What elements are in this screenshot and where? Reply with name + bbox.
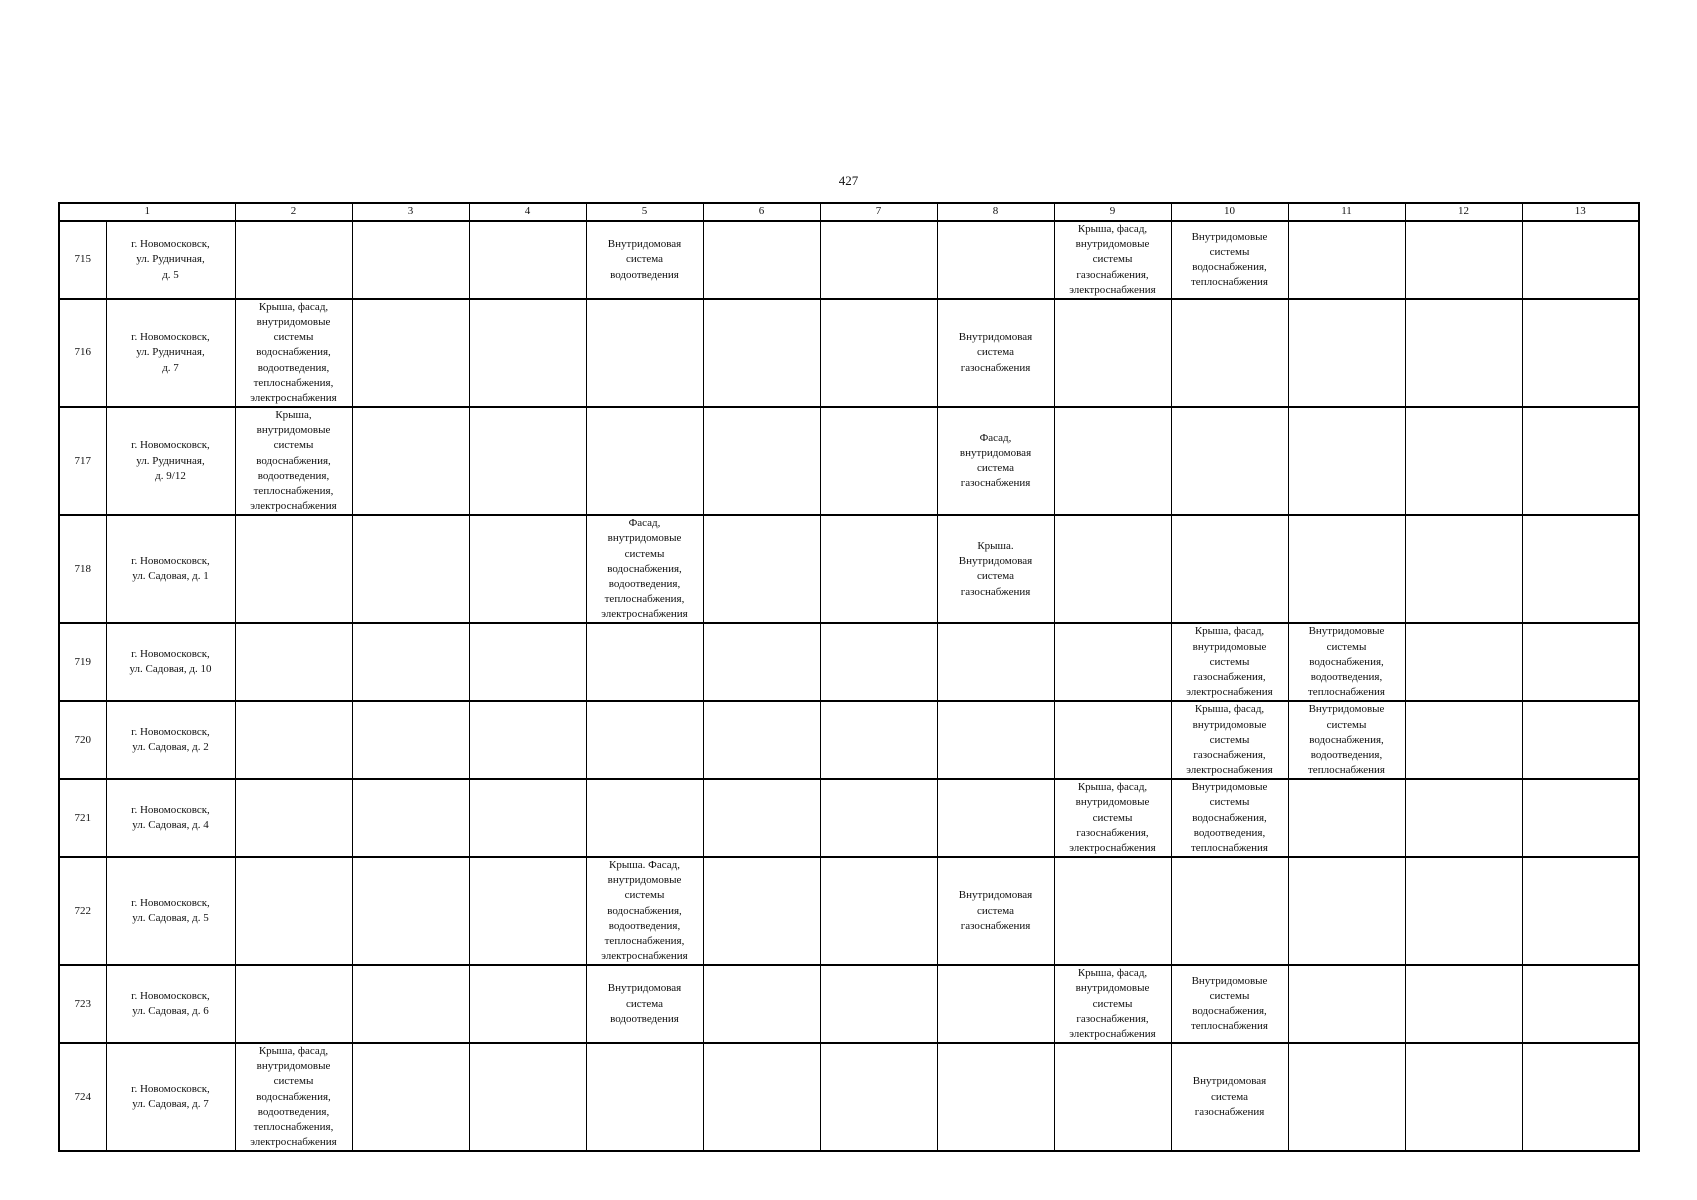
row-number: 717 [59, 407, 106, 515]
table-row [59, 965, 1639, 1043]
work-cell [703, 515, 820, 623]
work-cell [937, 779, 1054, 857]
row-number: 716 [59, 299, 106, 407]
work-cell [1171, 407, 1288, 515]
work-cell: Внутридомовые системы водоснабжения, водоотведения, теплоснабжения [1288, 623, 1405, 701]
work-cell [1171, 857, 1288, 965]
work-cell: Крыша, фасад, внутридомовые системы водоснабжения, водоотведения, теплоснабжения, электроснабжения [235, 299, 352, 407]
column-number-header: 8 [937, 203, 1054, 221]
work-cell [820, 221, 937, 299]
work-cell: Внутридомовые системы водоснабжения, водоотведения, теплоснабжения [1171, 779, 1288, 857]
row-number: 720 [59, 701, 106, 779]
work-cell [1405, 1043, 1522, 1151]
work-cell [235, 221, 352, 299]
work-cell [469, 407, 586, 515]
table-body [59, 203, 1639, 1151]
work-cell: Внутридомовые системы водоснабжения, теплоснабжения [1171, 965, 1288, 1043]
work-cell [352, 701, 469, 779]
column-number-header: 6 [703, 203, 820, 221]
work-cell [820, 1043, 937, 1151]
work-cell [820, 965, 937, 1043]
address-cell: г. Новомосковск, ул. Рудничная, д. 7 [106, 299, 235, 407]
work-cell [469, 1043, 586, 1151]
work-cell [820, 515, 937, 623]
work-cell [469, 701, 586, 779]
work-cell [703, 221, 820, 299]
work-cell [937, 221, 1054, 299]
work-cell [703, 779, 820, 857]
work-cell [1522, 221, 1639, 299]
work-cell [1054, 515, 1171, 623]
row-number: 721 [59, 779, 106, 857]
work-cell [937, 701, 1054, 779]
table-row [59, 779, 1639, 857]
work-cell [1288, 965, 1405, 1043]
work-cell [820, 407, 937, 515]
work-cell: Крыша. Фасад, внутридомовые системы водоснабжения, водоотведения, теплоснабжения, электроснабжения [586, 857, 703, 965]
work-cell [820, 623, 937, 701]
row-number: 723 [59, 965, 106, 1043]
work-cell [469, 515, 586, 623]
work-cell [235, 515, 352, 623]
work-cell: Фасад, внутридомовая система газоснабжения [937, 407, 1054, 515]
work-cell: Крыша. Внутридомовая система газоснабжения [937, 515, 1054, 623]
work-cell [469, 965, 586, 1043]
work-cell [937, 623, 1054, 701]
work-cell [586, 1043, 703, 1151]
work-cell [586, 779, 703, 857]
address-cell: г. Новомосковск, ул. Садовая, д. 7 [106, 1043, 235, 1151]
work-cell [469, 299, 586, 407]
work-cell [1054, 701, 1171, 779]
column-number-header: 10 [1171, 203, 1288, 221]
address-cell: г. Новомосковск, ул. Садовая, д. 1 [106, 515, 235, 623]
work-cell [1171, 515, 1288, 623]
work-cell [1405, 515, 1522, 623]
work-cell [352, 515, 469, 623]
work-cell [469, 857, 586, 965]
page-number: 427 [838, 173, 859, 188]
work-cell [1288, 299, 1405, 407]
work-cell: Внутридомовая система водоотведения [586, 965, 703, 1043]
work-cell [1054, 623, 1171, 701]
column-number-header: 7 [820, 203, 937, 221]
work-cell: Внутридомовые системы водоснабжения, водоотведения, теплоснабжения [1288, 701, 1405, 779]
work-cell: Крыша, фасад, внутридомовые системы газоснабжения, электроснабжения [1171, 701, 1288, 779]
table-row [59, 857, 1639, 965]
work-cell [1522, 515, 1639, 623]
work-cell [352, 299, 469, 407]
work-cell [352, 779, 469, 857]
work-cell: Фасад, внутридомовые системы водоснабжения, водоотведения, теплоснабжения, электроснабжения [586, 515, 703, 623]
work-cell: Крыша, фасад, внутридомовые системы газоснабжения, электроснабжения [1054, 221, 1171, 299]
address-cell: г. Новомосковск, ул. Рудничная, д. 9/12 [106, 407, 235, 515]
work-cell [352, 1043, 469, 1151]
work-cell: Внутридомовая система газоснабжения [937, 857, 1054, 965]
work-cell [1522, 299, 1639, 407]
column-number-header: 13 [1522, 203, 1639, 221]
work-cell [1288, 515, 1405, 623]
work-cell: Крыша, фасад, внутридомовые системы водоснабжения, водоотведения, теплоснабжения, электроснабжения [235, 1043, 352, 1151]
table-row [59, 515, 1639, 623]
work-cell: Крыша, фасад, внутридомовые системы газоснабжения, электроснабжения [1054, 965, 1171, 1043]
work-cell [703, 299, 820, 407]
work-cell [235, 779, 352, 857]
row-number: 718 [59, 515, 106, 623]
work-cell: Крыша, фасад, внутридомовые системы газоснабжения, электроснабжения [1171, 623, 1288, 701]
column-number-header: 12 [1405, 203, 1522, 221]
row-number: 719 [59, 623, 106, 701]
work-cell [1054, 857, 1171, 965]
work-cell [352, 857, 469, 965]
work-cell [820, 299, 937, 407]
work-cell [703, 407, 820, 515]
work-cell [1522, 965, 1639, 1043]
work-cell [1288, 857, 1405, 965]
table-row [59, 299, 1639, 407]
work-cell [820, 779, 937, 857]
address-cell: г. Новомосковск, ул. Садовая, д. 2 [106, 701, 235, 779]
table-row [59, 623, 1639, 701]
work-cell [586, 299, 703, 407]
address-cell: г. Новомосковск, ул. Садовая, д. 5 [106, 857, 235, 965]
work-cell [586, 623, 703, 701]
work-cell [1405, 407, 1522, 515]
work-cell [1405, 623, 1522, 701]
column-number-header: 2 [235, 203, 352, 221]
work-cell [352, 623, 469, 701]
work-cell [703, 857, 820, 965]
table-row [59, 221, 1639, 299]
work-cell [469, 623, 586, 701]
work-cell: Крыша, внутридомовые системы водоснабжения, водоотведения, теплоснабжения, электроснабжения [235, 407, 352, 515]
address-cell: г. Новомосковск, ул. Рудничная, д. 5 [106, 221, 235, 299]
table-row [59, 1043, 1639, 1151]
work-cell [1522, 623, 1639, 701]
work-cell [1522, 1043, 1639, 1151]
work-cell [1054, 1043, 1171, 1151]
row-number: 715 [59, 221, 106, 299]
work-cell [1405, 221, 1522, 299]
column-number-header: 5 [586, 203, 703, 221]
work-cell [1405, 857, 1522, 965]
address-cell: г. Новомосковск, ул. Садовая, д. 6 [106, 965, 235, 1043]
work-cell [235, 857, 352, 965]
work-cell [937, 965, 1054, 1043]
column-number-header: 1 [59, 203, 235, 221]
column-number-header: 11 [1288, 203, 1405, 221]
column-number-header: 9 [1054, 203, 1171, 221]
work-cell [703, 1043, 820, 1151]
work-cell [1522, 407, 1639, 515]
work-cell [469, 779, 586, 857]
work-cell [469, 221, 586, 299]
work-cell [703, 701, 820, 779]
row-number: 724 [59, 1043, 106, 1151]
column-number-header: 4 [469, 203, 586, 221]
work-cell [586, 701, 703, 779]
work-cell [1405, 701, 1522, 779]
header-row [59, 203, 1639, 221]
work-cell [1288, 779, 1405, 857]
work-cell [937, 1043, 1054, 1151]
table-row [59, 701, 1639, 779]
table-row [59, 407, 1639, 515]
work-cell [703, 965, 820, 1043]
address-cell: г. Новомосковск, ул. Садовая, д. 10 [106, 623, 235, 701]
address-cell: г. Новомосковск, ул. Садовая, д. 4 [106, 779, 235, 857]
work-cell [1288, 221, 1405, 299]
work-cell: Крыша, фасад, внутридомовые системы газоснабжения, электроснабжения [1054, 779, 1171, 857]
row-number: 722 [59, 857, 106, 965]
work-cell [586, 407, 703, 515]
work-cell [235, 701, 352, 779]
work-cell [1054, 407, 1171, 515]
column-number-header: 3 [352, 203, 469, 221]
work-cell [820, 857, 937, 965]
work-cell [1288, 407, 1405, 515]
work-cell: Внутридомовая система водоотведения [586, 221, 703, 299]
work-cell [1405, 779, 1522, 857]
work-cell: Внутридомовые системы водоснабжения, теплоснабжения [1171, 221, 1288, 299]
work-cell [1405, 965, 1522, 1043]
work-cell: Внутридомовая система газоснабжения [1171, 1043, 1288, 1151]
work-cell [352, 221, 469, 299]
work-cell [1288, 1043, 1405, 1151]
work-cell [235, 623, 352, 701]
work-cell [235, 965, 352, 1043]
work-cell [352, 965, 469, 1043]
works-schedule-table [58, 202, 1640, 1152]
work-cell [1522, 701, 1639, 779]
work-cell [1054, 299, 1171, 407]
work-cell [703, 623, 820, 701]
work-cell: Внутридомовая система газоснабжения [937, 299, 1054, 407]
work-cell [1522, 857, 1639, 965]
work-cell [1171, 299, 1288, 407]
work-cell [820, 701, 937, 779]
work-cell [352, 407, 469, 515]
work-cell [1405, 299, 1522, 407]
work-cell [1522, 779, 1639, 857]
